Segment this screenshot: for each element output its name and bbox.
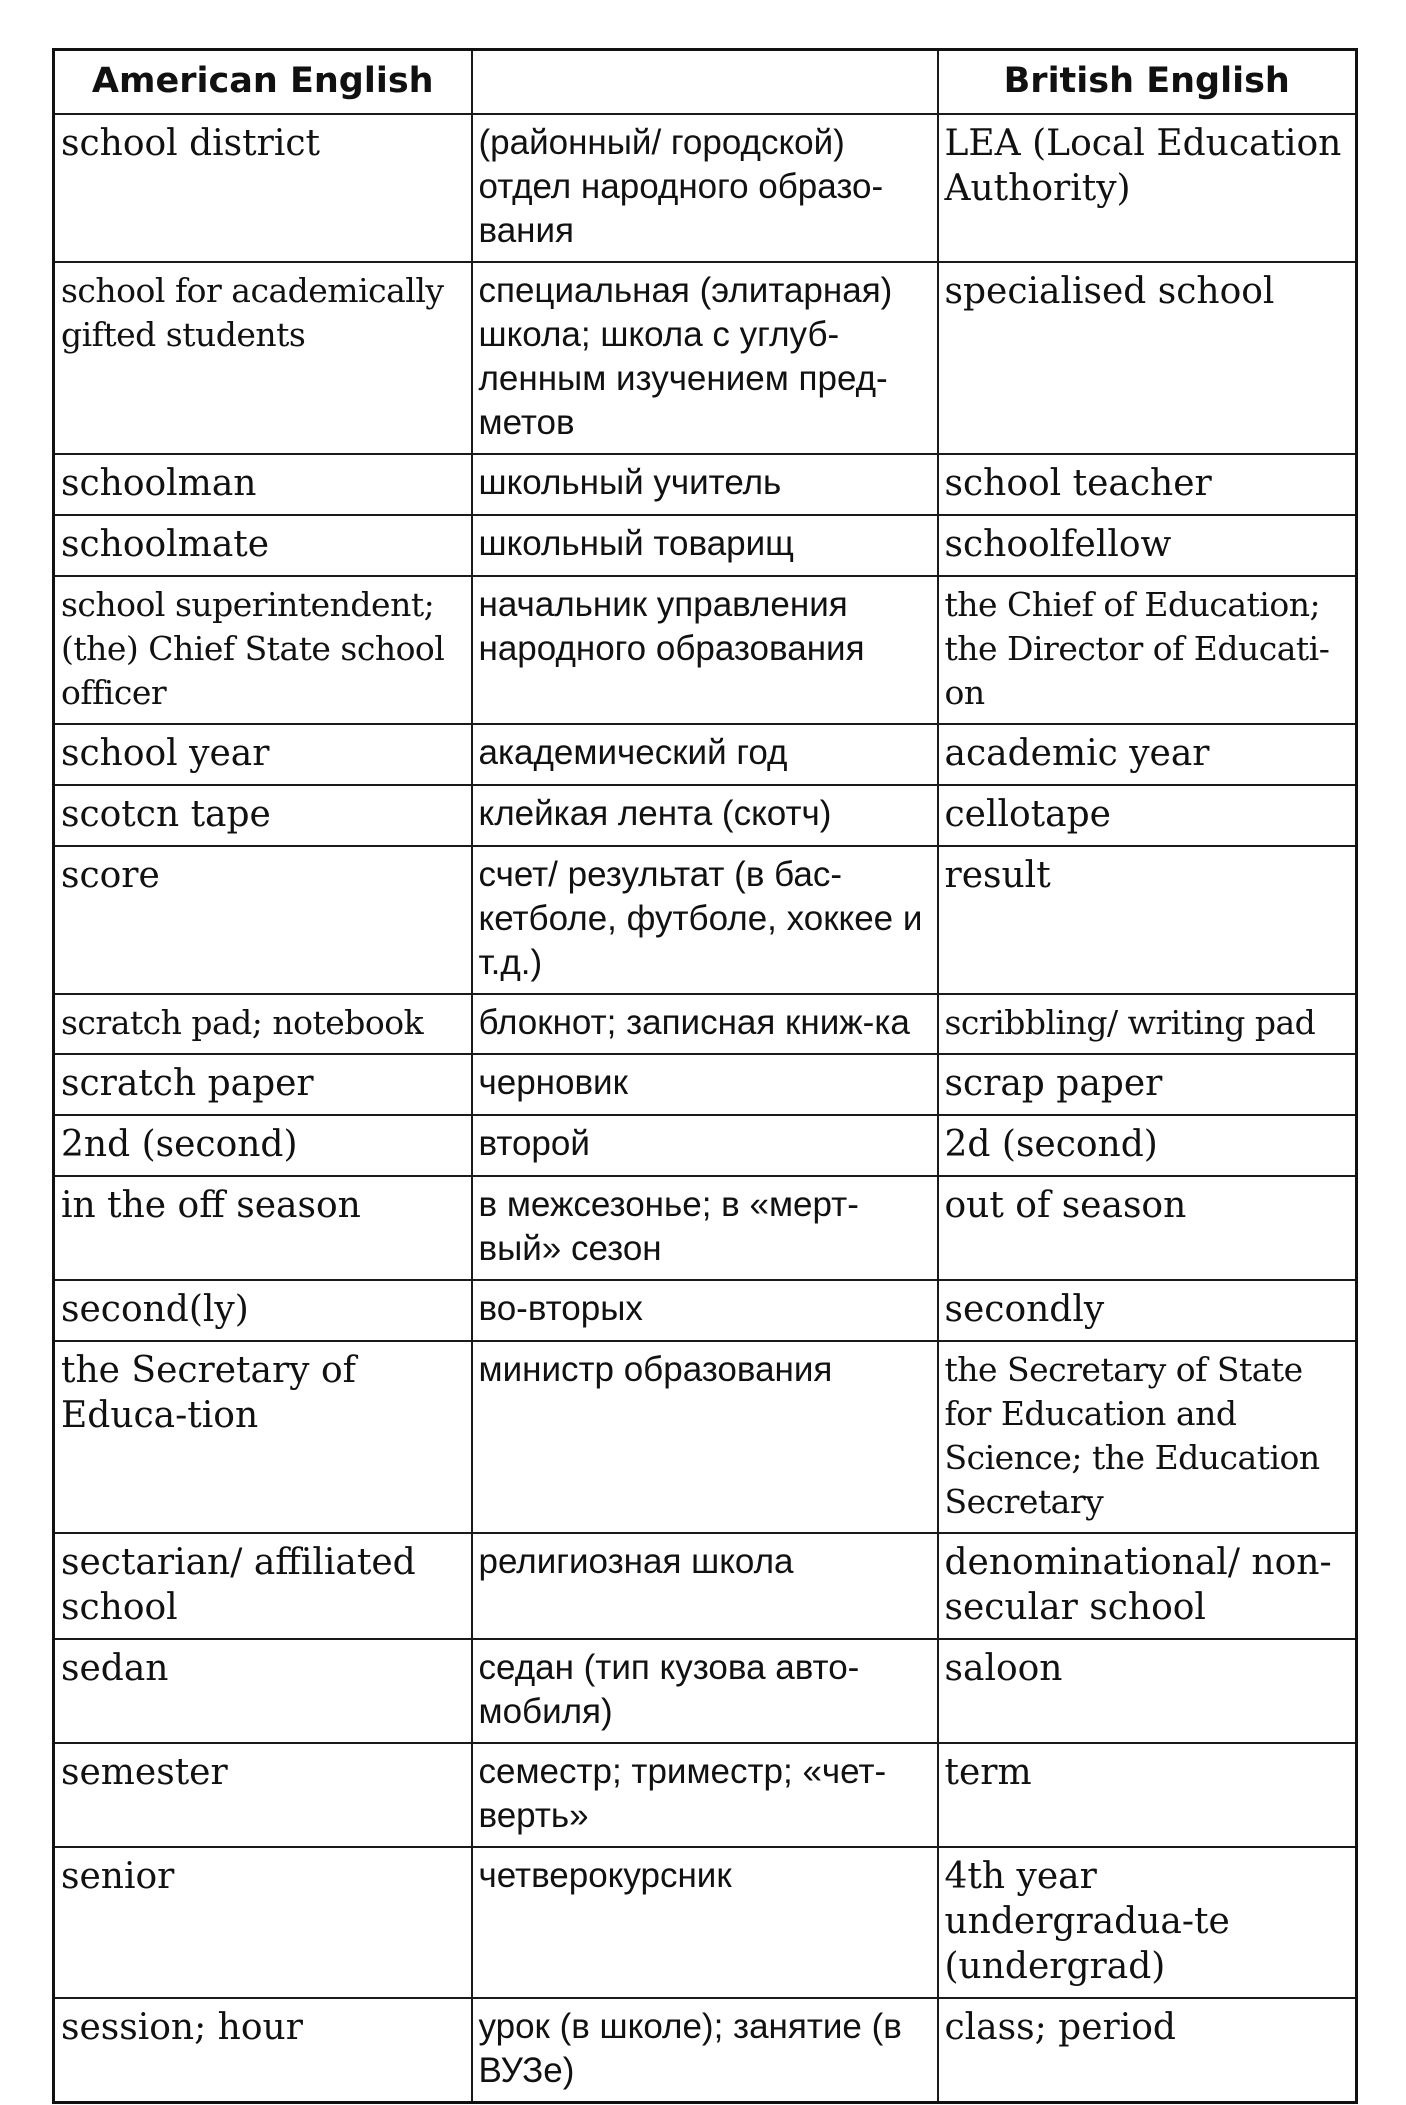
cell-british: 2d (second) [938,1115,1357,1176]
cell-american: schoolmate [54,515,472,576]
header-american-english: American English [54,50,472,115]
table-row [54,724,1357,785]
cell-russian: академический год [472,724,938,785]
table-row [54,785,1357,846]
glossary-table [52,48,1358,2104]
cell-russian: в межсезонье; в «мерт-вый» сезон [472,1176,938,1280]
glossary-page [52,48,1355,2104]
cell-russian: начальник управления народного образования [472,576,938,724]
table-row [54,576,1357,724]
table-row [54,994,1357,1054]
table-row [54,114,1357,262]
cell-american: school year [54,724,472,785]
cell-american: in the off season [54,1176,472,1280]
cell-russian: школьный товарищ [472,515,938,576]
cell-american: second(ly) [54,1280,472,1341]
cell-british: the Chief of Education; the Director of Educati-on [938,576,1357,724]
cell-russian: счет/ результат (в бас-кетболе, футболе, хоккее и т.д.) [472,846,938,994]
header-british-english: British English [938,50,1357,115]
cell-british: the Secretary of State for Education and Science; the Education Secretary [938,1341,1357,1533]
cell-british: saloon [938,1639,1357,1743]
table-row [54,1998,1357,2103]
cell-russian: специальная (элитарная) школа; школа с углуб-ленным изучением пред-метов [472,262,938,454]
table-row [54,1054,1357,1115]
table-row [54,1847,1357,1998]
cell-russian: во-вторых [472,1280,938,1341]
cell-american: scratch paper [54,1054,472,1115]
cell-russian: седан (тип кузова авто-мобиля) [472,1639,938,1743]
table-row [54,262,1357,454]
cell-british: academic year [938,724,1357,785]
table-row [54,1639,1357,1743]
cell-british: scribbling/ writing pad [938,994,1357,1054]
cell-russian: урок (в школе); занятие (в ВУЗе) [472,1998,938,2103]
cell-russian: (районный/ городской) отдел народного образо-вания [472,114,938,262]
cell-british: schoolfellow [938,515,1357,576]
cell-american: semester [54,1743,472,1847]
table-row [54,1743,1357,1847]
cell-british: scrap paper [938,1054,1357,1115]
cell-russian: религиозная школа [472,1533,938,1639]
cell-american: scotcn tape [54,785,472,846]
cell-russian: четверокурсник [472,1847,938,1998]
cell-british: denominational/ non-secular school [938,1533,1357,1639]
cell-british: specialised school [938,262,1357,454]
table-row [54,1115,1357,1176]
table-row [54,1176,1357,1280]
cell-russian: клейкая лента (скотч) [472,785,938,846]
table-row [54,1280,1357,1341]
cell-american: sedan [54,1639,472,1743]
table-row [54,1341,1357,1533]
cell-british: class; period [938,1998,1357,2103]
cell-british: 4th year undergradua-te (undergrad) [938,1847,1357,1998]
table-row [54,1533,1357,1639]
table-row [54,454,1357,515]
cell-american: the Secretary of Educa-tion [54,1341,472,1533]
table-header-row [54,50,1357,115]
cell-american: schoolman [54,454,472,515]
cell-american: score [54,846,472,994]
cell-american: school superintendent; (the) Chief State school officer [54,576,472,724]
cell-american: sectarian/ affiliated school [54,1533,472,1639]
header-russian-blank [472,50,938,115]
cell-british: LEA (Local Education Authority) [938,114,1357,262]
cell-british: result [938,846,1357,994]
table-row [54,846,1357,994]
cell-american: scratch pad; notebook [54,994,472,1054]
cell-british: out of season [938,1176,1357,1280]
cell-russian: школьный учитель [472,454,938,515]
cell-american: school district [54,114,472,262]
cell-british: school teacher [938,454,1357,515]
cell-american: school for academically gifted students [54,262,472,454]
cell-russian: блокнот; записная книж-ка [472,994,938,1054]
cell-british: term [938,1743,1357,1847]
table-row [54,515,1357,576]
cell-american: senior [54,1847,472,1998]
cell-british: secondly [938,1280,1357,1341]
cell-russian: семестр; триместр; «чет-верть» [472,1743,938,1847]
cell-british: cellotape [938,785,1357,846]
cell-russian: черновик [472,1054,938,1115]
cell-russian: министр образования [472,1341,938,1533]
cell-american: session; hour [54,1998,472,2103]
cell-american: 2nd (second) [54,1115,472,1176]
cell-russian: второй [472,1115,938,1176]
